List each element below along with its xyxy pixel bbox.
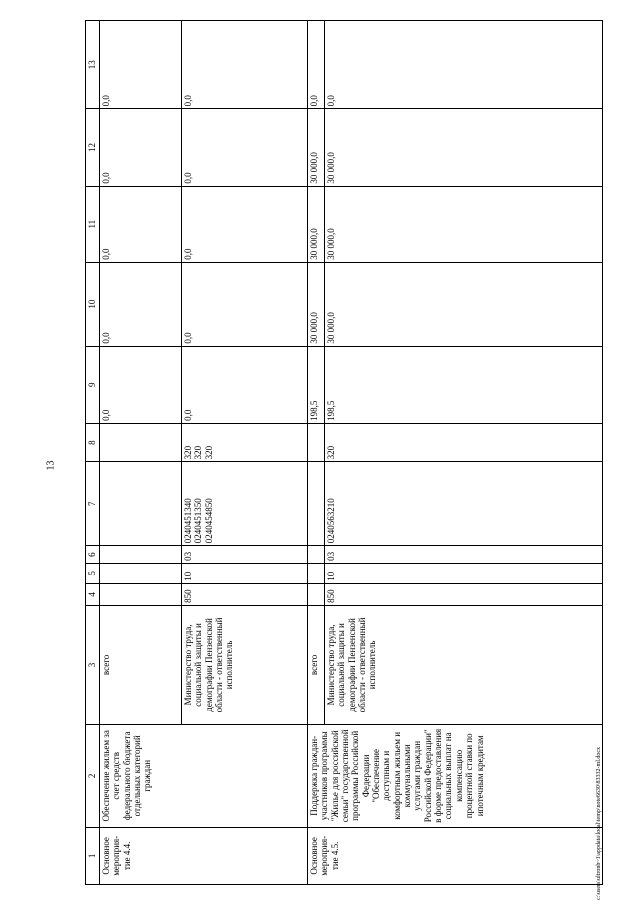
amount-cell: 0,0 — [182, 346, 308, 423]
amount-cell: 0,0 — [182, 21, 308, 109]
section-cell: 10 — [325, 563, 603, 583]
activity-name: Обеспечение жильем за счет средств федерального бюджета отдельных категорий граждан — [100, 725, 308, 828]
table-row-4-4-total — [100, 21, 182, 885]
header-cell: 10 — [86, 262, 100, 346]
amount-cell: 30 000,0 — [308, 109, 325, 186]
rotated-table-container — [85, 20, 610, 885]
amount-cell: 0,0 — [308, 21, 325, 109]
table-row-4-5-total — [308, 21, 325, 885]
header-cell: 6 — [86, 546, 100, 564]
activity-number: Основное мероприя-тие 4.5. — [308, 827, 603, 884]
amount-cell: 30 000,0 — [325, 186, 603, 262]
page-number: 13 — [45, 460, 57, 471]
header-cell: 7 — [86, 462, 100, 546]
subsection-cell: 03 — [182, 546, 308, 564]
amount-cell: 30 000,0 — [308, 262, 325, 346]
header-cell: 2 — [86, 725, 100, 828]
footer-file-path: c:\users\ultronb~1\appdata\local\temp\note6630\83332-ml.docx — [596, 746, 602, 900]
target-article-code: 0240451340 — [183, 498, 193, 544]
header-cell: 1 — [86, 827, 100, 884]
header-cell: 8 — [86, 423, 100, 462]
target-article-code: 0240454850 — [203, 498, 214, 544]
expense-type-code: 320 — [203, 445, 214, 460]
executor-cell: всего — [100, 605, 182, 724]
subsection-cell — [100, 546, 182, 564]
section-cell — [100, 563, 182, 583]
subsection-cell: 03 — [325, 546, 603, 564]
amount-cell: 0,0 — [325, 21, 603, 109]
amount-cell: 198,5 — [325, 346, 603, 423]
amount-cell: 0,0 — [100, 262, 182, 346]
header-cell: 11 — [86, 186, 100, 262]
expense-type-cell — [100, 423, 182, 462]
grbs-cell — [100, 583, 182, 605]
subsection-cell — [308, 546, 325, 564]
expense-type-code: 320 — [183, 445, 193, 460]
section-cell — [308, 563, 325, 583]
amount-cell: 0,0 — [182, 109, 308, 186]
header-cell: 5 — [86, 563, 100, 583]
header-cell: 4 — [86, 583, 100, 605]
grbs-cell — [308, 583, 325, 605]
amount-cell: 0,0 — [182, 262, 308, 346]
amount-cell: 30 000,0 — [308, 186, 325, 262]
executor-cell: всего — [308, 605, 325, 724]
activity-name: Поддержка граждан-участников программы "Жилье для российской семьи" государственной программы Российской Федерации "Обеспечение доступным и комфортным жильем и коммунальными услугами граждан Российской Федерации" в форме предоставления социальных выплат на компенсацию процентной ставки по ипотечным кредитам — [308, 725, 603, 828]
grbs-cell: 850 — [325, 583, 603, 605]
expense-type-cell — [308, 423, 325, 462]
header-cell: 13 — [86, 21, 100, 109]
activity-number: Основное мероприя-тие 4.4. — [100, 827, 308, 884]
target-article-cell — [308, 462, 325, 546]
header-cell: 3 — [86, 605, 100, 724]
amount-cell: 30 000,0 — [325, 109, 603, 186]
amount-cell: 0,0 — [100, 186, 182, 262]
expense-type-cell — [182, 423, 308, 462]
target-article-cell: 0240563210 — [325, 462, 603, 546]
amount-cell: 0,0 — [100, 109, 182, 186]
target-article-cell — [182, 462, 308, 546]
amount-cell: 198,5 — [308, 346, 325, 423]
budget-table — [85, 20, 603, 885]
section-cell: 10 — [182, 563, 308, 583]
amount-cell: 0,0 — [100, 21, 182, 109]
target-article-code: 0240451350 — [193, 498, 204, 544]
header-cell: 9 — [86, 346, 100, 423]
target-article-cell — [100, 462, 182, 546]
executor-cell: Министерство труда, социальной защиты и демографии Пензенской области - ответственный исполнитель — [182, 605, 308, 724]
header-cell: 12 — [86, 109, 100, 186]
expense-type-cell: 320 — [325, 423, 603, 462]
amount-cell: 0,0 — [100, 346, 182, 423]
expense-type-code: 320 — [193, 445, 204, 460]
amount-cell: 30 000,0 — [325, 262, 603, 346]
executor-cell: Министерство труда, социальной защиты и демографии Пензенской области - ответственный исполнитель — [325, 605, 603, 724]
grbs-cell: 850 — [182, 583, 308, 605]
amount-cell: 0,0 — [182, 186, 308, 262]
header-row — [86, 21, 100, 885]
